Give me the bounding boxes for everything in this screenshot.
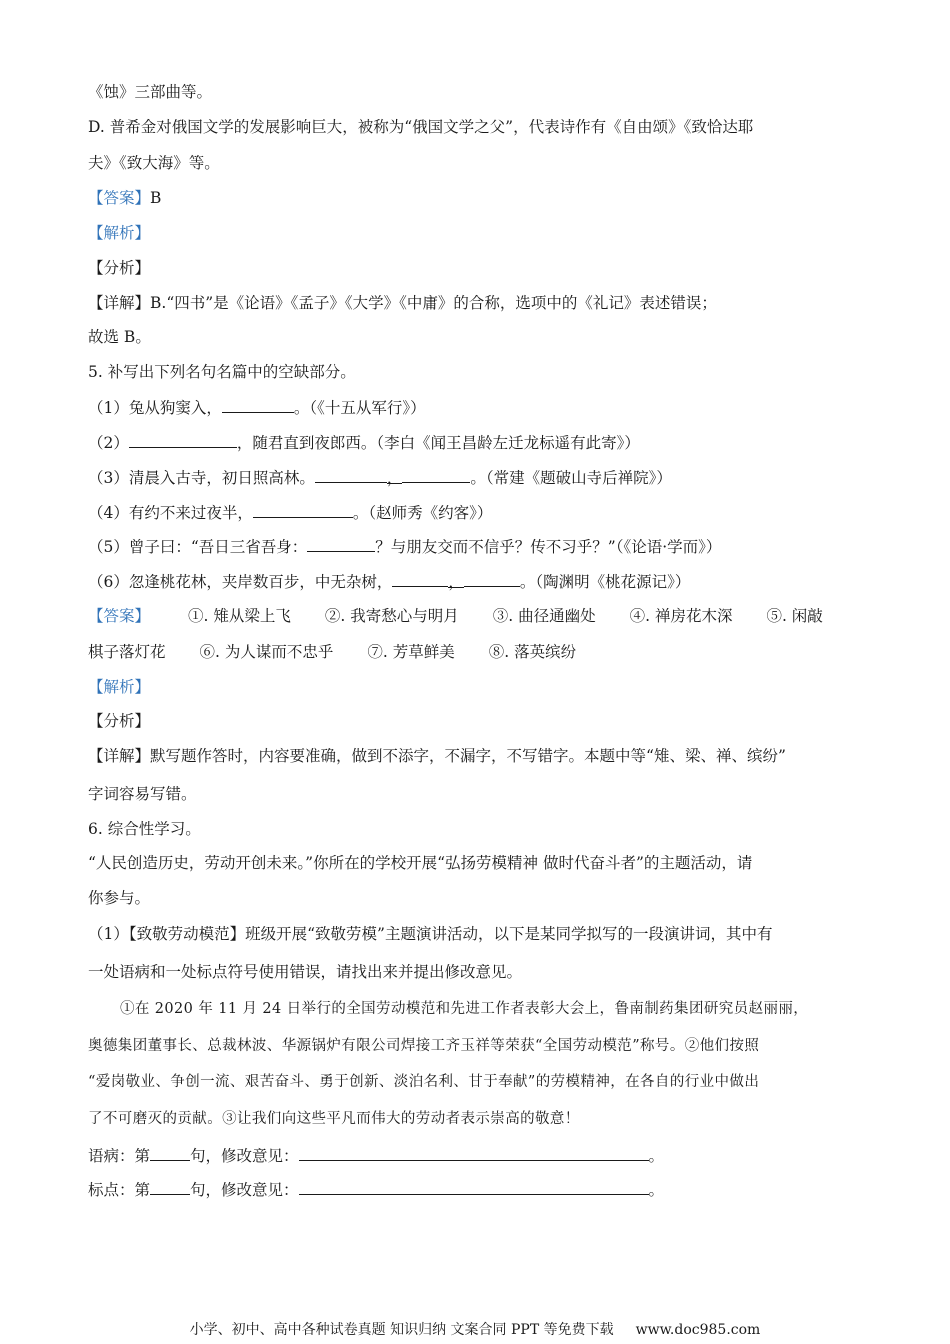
answer-item: ⑥. 为人谋而不忠乎 [199,643,334,661]
label: 。 [648,1181,665,1199]
answer-item: ③. 曲径通幽处 [492,607,596,625]
blank-line [150,1178,190,1195]
blank-comma: ， [448,573,464,591]
q5-text: 。（《十五从军行》） [293,399,426,417]
q5-text: ？与朋友交而不信乎？传不习乎？”（《论语·学而》） [375,538,722,556]
blank-line [129,431,237,448]
label: 句，修改意见： [190,1147,299,1165]
blank-comma: ， [386,469,403,487]
answer-line-biaodian [88,1178,664,1201]
text-line: 《蚀》三部曲等。 [88,83,213,101]
answer-item: ⑤. 闲敲 [766,607,823,625]
detail-row [88,292,717,314]
option-d: D. 普希金对俄国文学的发展影响巨大，被称为“俄国文学之父”，代表诗作有《自由颂》《致恰达耶 [88,118,754,136]
q5-text: （1）兔从狗窦入， [88,399,222,417]
answer-item: ①. 雉从梁上飞 [188,607,291,625]
blank-line [392,570,448,587]
answer-item: 棋子落灯花 [88,643,166,661]
text-line: 字词容易写错。 [88,785,197,803]
blank-line [222,396,294,413]
label: 标点：第 [88,1181,151,1199]
text-line: 一处语病和一处标点符号使用错误，请找出来并提出修改意见。 [88,963,523,981]
text-line: 故选 B。 [88,328,151,346]
answer-tag: 【答案】 [88,189,151,207]
q5-item-1 [88,396,426,419]
q5-item-6 [88,570,690,593]
q5-item-2 [88,431,640,454]
text-line: 夫》《致大海》等。 [88,154,220,172]
q5-text: 。（陶渊明《桃花源记》） [519,573,691,591]
q5-text: （6）忽逢桃花林，夹岸数百步，中无杂树， [88,573,393,591]
q5-text: 。（常建《题破山寺后禅院》） [470,469,672,487]
page-footer [0,1320,950,1340]
footer-link[interactable]: www.doc985.com [635,1322,761,1338]
answer-row [88,187,161,209]
q5-text: ，随君直到夜郎西。（李白《闻王昌龄左迁龙标遥有此寄》） [236,434,640,452]
blank-line [315,466,387,483]
text-line: “人民创造历史，劳动开创未来。”你所在的学校开展“弘扬劳模精神 做时代奋斗者”的主题活动，请 [88,854,753,872]
label: 句，修改意见： [190,1181,299,1199]
blank-line [299,1144,649,1161]
passage-line: 奥德集团董事长、总裁林波、华源锅炉有限公司焊接工齐玉祥等荣获“全国劳动模范”称号。②他们按照 [88,1038,760,1054]
answer-row-2 [88,605,823,627]
answer-value: B [150,189,162,207]
passage-line: 了不可磨灭的贡献。③让我们向这些平凡而伟大的劳动者表示崇高的敬意！ [88,1111,580,1127]
text-line: 你参与。 [88,889,151,907]
blank-line [150,1144,190,1161]
fenxi-tag: 【分析】 [88,259,151,277]
blank-line [402,466,470,483]
label: 。 [648,1147,665,1165]
fenxi-tag: 【分析】 [88,712,151,730]
q5-text: （4）有约不来过夜半， [88,504,253,522]
blank-line [307,535,375,552]
answer-row-2b [88,641,610,663]
answer-line-yubing [88,1144,664,1167]
passage-line: ①在 2020 年 11 月 24 日举行的全国劳动模范和先进工作者表彰大会上，鲁南制药集团研究员赵丽丽， [120,1001,809,1017]
footer-text: 小学、初中、高中各种试卷真题 知识归纳 文案合同 PPT 等免费下载 [189,1322,614,1338]
blank-line [299,1178,649,1195]
detail-tag: 【详解】 [88,294,151,312]
passage-line: “爱岗敬业、争创一流、艰苦奋斗、勇于创新、淡泊名利、甘于奉献”的劳模精神，在各自的行业中做出 [88,1074,760,1090]
question-5: 5. 补写出下列名句名篇中的空缺部分。 [88,363,356,381]
q5-text: （2） [88,434,129,452]
q5-item-5 [88,535,721,558]
detail-row [88,745,786,767]
q5-text: （3）清晨入古寺，初日照高林。 [88,469,315,487]
q5-item-4 [88,501,492,524]
answer-item: ④. 禅房花木深 [629,607,733,625]
analysis-tag: 【解析】 [88,224,151,242]
detail-text: B.“四书”是《论语》《孟子》《大学》《中庸》的合称，选项中的《礼记》表述错误； [150,294,717,312]
blank-line [253,501,353,518]
q5-item-3 [88,466,672,489]
answer-tag: 【答案】 [88,607,151,625]
answer-item: ⑦. 芳草鲜美 [367,643,455,661]
q6-item-1: （1）【致敬劳动模范】班级开展“致敬劳模”主题演讲活动，以下是某同学拟写的一段演讲词，其中有 [88,925,773,943]
blank-line [464,570,520,587]
q5-text: （5）曾子曰：“吾日三省吾身： [88,538,308,556]
question-6: 6. 综合性学习。 [88,820,201,838]
answer-item: ⑧. 落英缤纷 [488,643,577,661]
answer-item: ②. 我寄愁心与明月 [324,607,459,625]
q5-text: 。（赵师秀《约客》） [352,504,493,522]
label: 语病：第 [88,1147,151,1165]
detail-tag: 【详解】 [88,747,151,765]
analysis-tag: 【解析】 [88,678,151,696]
detail-text: 默写题作答时，内容要准确，做到不添字，不漏字，不写错字。本题中等“雉、梁、禅、缤纷” [150,747,786,765]
